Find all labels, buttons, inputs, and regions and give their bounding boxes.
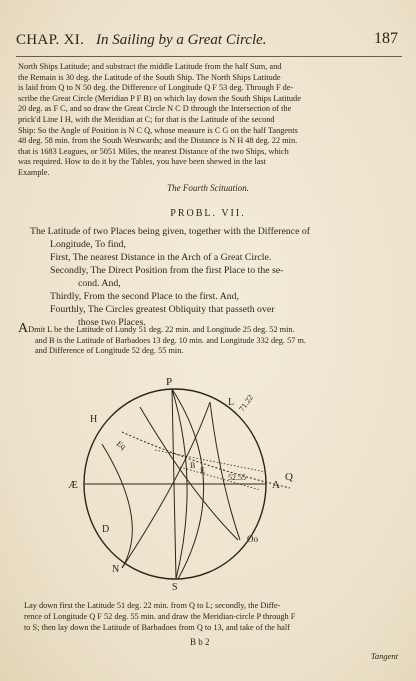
drop-capital: A [18,321,29,336]
footer-line: rence of Longitude Q F 52 deg. 55 min. and draw the Meridian-circle P through F [24,611,296,621]
intro-paragraph [18,62,398,179]
footer-line: to S; then lay down the Latitude of Barbadoes from Q to 13, and take of the half [24,622,290,632]
label-s: S [172,582,178,593]
label-l: L [228,397,235,408]
great-circle-arc [102,444,132,568]
chapter-label: CHAP. XI. [16,32,85,48]
label-degrees-top: 71.22 [237,393,255,414]
label-h: H [90,414,98,425]
admit-line: and B is the Latitude of Barbadoes 13 deg. 10 min. and Longitude 332 deg. 57 m. [35,335,306,345]
text-line: prick'd Line I H, with the Meridian at C; for that is the Latitude of the second [18,114,275,124]
text-line: Ship: So the Angle of Position is N C Q, whose measure is C G on the half Tangents [18,125,298,135]
label-b: B [190,461,196,470]
label-n: N [112,564,120,575]
footer-paragraph [24,601,402,633]
page-running-title: In Sailing by a Great Circle. [96,32,267,48]
running-header [16,30,402,57]
section-title: The Fourth Scituation. [167,183,249,193]
problem-line: cond. And, [78,278,121,289]
footer-line: Lay down first the Latitude 51 deg. 22 min. from Q to L; secondly, the Diffe- [24,601,281,610]
label-degrees-mid: 52.55 [228,473,246,482]
label-a: A [272,479,280,491]
signature-mark: B b 2 [190,637,210,647]
label-oo: Oo [247,534,258,544]
label-p: P [166,376,173,388]
great-circle-arc [210,402,240,540]
great-circle-arc [122,402,210,568]
text-line: North Ships Latitude; and substract the middle Latitude from the half Sum, and [18,62,282,71]
text-line: the Remain is 30 deg. the Latitude of the South Ship. The North Ships Latitude [18,72,281,82]
page-number: 187 [374,30,398,47]
text-line: 48 deg. 58 min. from the South Westwards; and the Distance is N H 48 deg. 22 min. [18,136,298,146]
problem-line: Secondly, The Direct Position from the first Place to the se- [50,265,284,276]
label-eq: Eq [115,438,128,452]
problem-line: First, The nearest Distance in the Arch of a Great Circle. [50,252,272,263]
problem-line: Thirdly, From the second Place to the first. And, [50,291,240,302]
catchword: Tangent [370,651,398,661]
problem-heading: PROBL. VII. [170,208,246,219]
great-circle-diagram [60,372,360,594]
text-line: that is 1683 Leagues, or 5051 Miles, the nearest Distance of the two Ships, which [18,146,289,156]
label-d: D [102,524,110,535]
text-line: 20 deg. as F C, and so draw the Great Circle N C D through the Intersection of the [18,104,292,114]
label-ae: Æ [68,479,78,491]
problem-line: Fourthly, The Circles greatest Obliquity that passeth over [50,304,275,315]
label-e: E [200,466,205,475]
dotted-arc [122,432,290,488]
problem-statement [30,225,390,329]
problem-line: those two Places. [78,317,146,328]
problem-line: Longitude, To find, [50,239,126,250]
label-q: Q [285,471,293,483]
admit-line: Dmit L be the Latitude of Lundy 51 deg. 22 min. and Longitude 25 deg. 52 min. [28,325,295,334]
text-line: Example. [18,167,50,177]
text-line: is laid from Q to N 50 deg. the Difference of Longitude Q F 53 deg. Through F de- [18,83,294,93]
text-line: scribe the Great Circle (Meridian P F B) on which lay down the South Ships Latitude [18,93,301,103]
dotted-line [155,450,266,472]
admit-line: and Difference of Longitude 52 deg. 55 min. [35,346,184,356]
great-circle-arc [140,407,238,540]
problem-line: The Latitude of two Places being given, together with the Difference of [30,226,311,237]
text-line: was required. How to do it by the Tables, you have been shewed in the last [18,157,266,167]
